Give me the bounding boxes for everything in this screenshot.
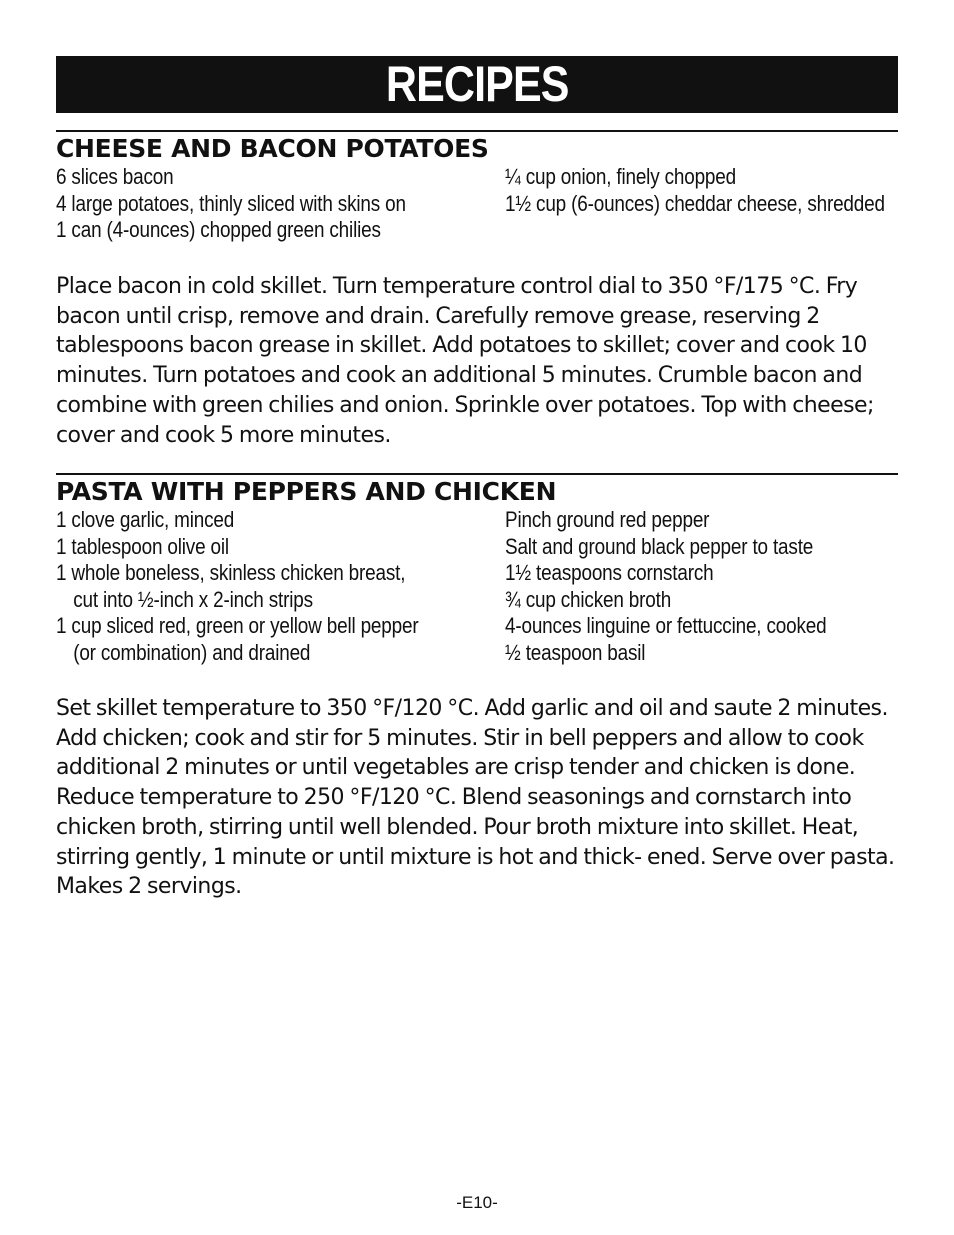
ingredient-list-left (56, 164, 406, 244)
ingredient-item: 1½ cup (6-ounces) cheddar cheese, shredded (505, 190, 885, 216)
ingredient-item: 1 cup sliced red, green or yellow bell pepper (56, 613, 419, 639)
ingredient-list-left (56, 507, 418, 667)
recipe-title: CHEESE AND BACON POTATOES (56, 134, 489, 163)
ingredient-item: 4 large potatoes, thinly sliced with skins on (56, 190, 406, 216)
ingredient-item: 1 tablespoon olive oil (56, 533, 229, 559)
ingredient-item: 6 slices bacon (56, 164, 174, 189)
section-divider (56, 473, 898, 475)
ingredient-item: ½ teaspoon basil (505, 639, 646, 665)
recipe-directions: Set skillet temperature to 350 °F/120 °C. Add garlic and oil and saute 2 minutes. Add chicken; cook and stir for 5 minutes. Stir in bell peppers and allow to cook additional 2 minutes or until vegetables are crisp tender and chicken is done. Reduce temperature to 250 °F/120 °C. Blend seasonings and cornstarch into chicken broth, stirring until well blended. Pour broth mixture into skillet. Heat, stirring gently, 1 minute or until mixture is hot and thick- ened. Serve over pasta. Makes 2 servings. (56, 696, 895, 900)
ingredient-item: ¼ cup onion, finely chopped (505, 164, 736, 189)
ingredient-list-right (505, 507, 826, 667)
page-number: -E10- (456, 1193, 498, 1212)
ingredient-item-continued: cut into ½-inch x 2-inch strips (73, 586, 313, 612)
ingredient-item: 1½ teaspoons cornstarch (505, 560, 714, 586)
page-title: RECIPES (385, 56, 569, 112)
ingredient-item: 4-ounces linguine or fettuccine, cooked (505, 613, 827, 639)
ingredient-item: 1 can (4-ounces) chopped green chilies (56, 217, 381, 243)
ingredient-list-right (505, 164, 885, 217)
recipe-directions: Place bacon in cold skillet. Turn temperature control dial to 350 °F/175 °C. Fry bacon until crisp, remove and drain. Carefully remove grease, reserving 2 tablespoons bacon grease in skillet. Add potatoes to skillet; cover and cook 10 minutes. Turn potatoes and cook an additional 5 minutes. Crumble bacon and combine with green chilies and onion. Sprinkle over potatoes. Top with cheese; cover and cook 5 more minutes. (56, 274, 874, 448)
ingredient-item-continued: (or combination) and drained (73, 639, 311, 665)
section-divider (56, 130, 898, 132)
ingredient-item: 1 clove garlic, minced (56, 507, 235, 532)
ingredient-item: ¾ cup chicken broth (505, 586, 672, 612)
ingredient-item: 1 whole boneless, skinless chicken breast, (56, 560, 406, 586)
ingredient-item: Salt and ground black pepper to taste (505, 533, 814, 559)
recipe-title: PASTA WITH PEPPERS AND CHICKEN (56, 477, 557, 506)
title-banner (56, 56, 898, 113)
ingredient-item: Pinch ground red pepper (505, 507, 710, 532)
